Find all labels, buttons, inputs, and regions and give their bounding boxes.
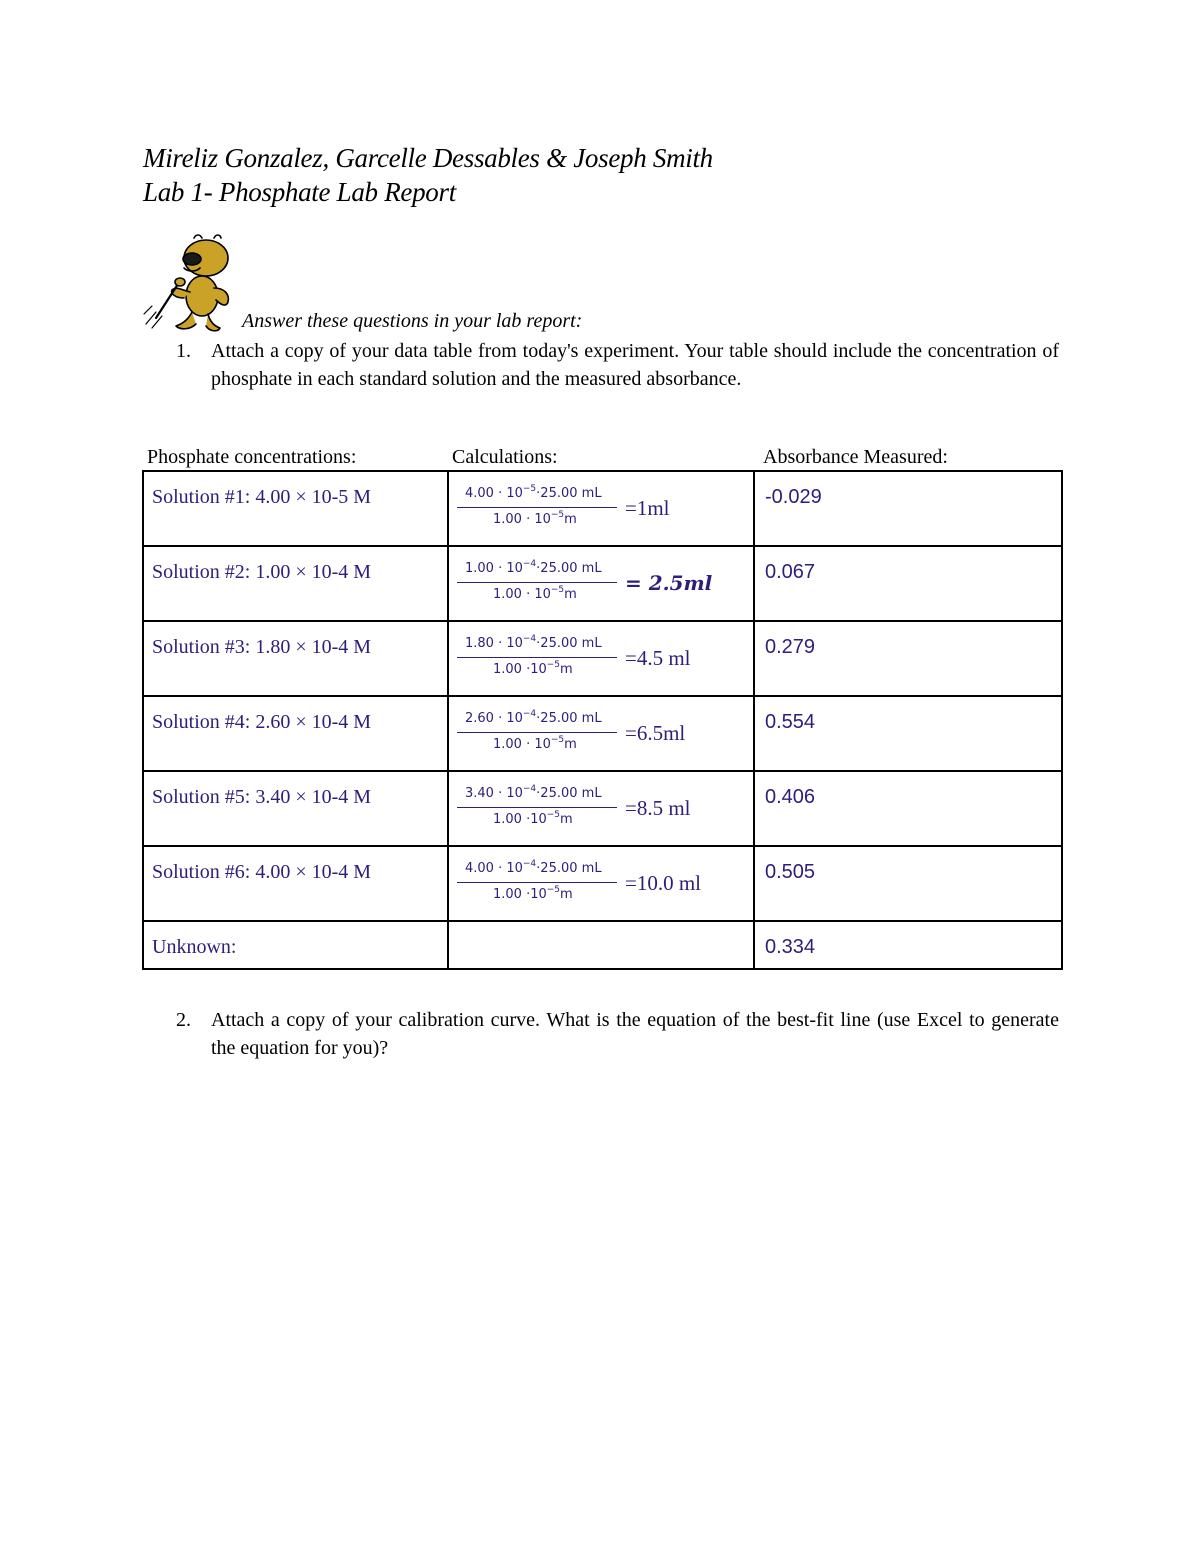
table-row [143,546,1062,621]
fraction-numerator: $1.80 \cdot 10^{-4}\cdot 25.00$ mL [465,634,602,651]
fraction-numerator: $1.00 \cdot 10^{-4}\cdot 25.00$ mL [465,559,602,576]
absorbance-cell [754,546,1062,621]
question-1-number: 1. [176,340,191,362]
unknown-absorbance-value: 0.334 [765,936,816,958]
table-row [143,771,1062,846]
fraction-bar [457,732,617,733]
table-row [143,696,1062,771]
absorbance-value: 0.505 [765,861,816,883]
absorbance-cell [754,471,1062,546]
report-title: Lab 1- Phosphate Lab Report [143,177,456,207]
solution-label: Solution #6: 4.00 × 10-4 M [152,861,372,883]
absorbance-cell [754,846,1062,921]
question-1-text: Attach a copy of your data table from today's experiment. Your table should include the concentration of phosphate in each standard solution and the measured absorbance. [211,340,1059,390]
calculation-cell [448,621,754,696]
calculation-fraction [457,861,617,905]
fraction-denominator: $1.00 \cdot 10^{-5}m$ [493,810,573,827]
calculation-result: =6.5ml [625,721,686,745]
unknown-calculation-cell [448,921,754,969]
calculation-fraction [457,486,617,530]
fraction-numerator: $4.00 \cdot 10^{-4}\cdot 25.00$ mL [465,859,602,876]
calculation-result: =1ml [625,496,670,520]
question-2-text: Attach a copy of your calibration curve. What is the equation of the best-fit line (use Excel to generate the equation for you)? [211,1009,1059,1059]
table-row-unknown [143,921,1062,969]
calculation-cell [448,771,754,846]
table-row [143,471,1062,546]
calculation-result: =4.5 ml [625,646,691,670]
fraction-bar [457,507,617,508]
fraction-bar [457,882,617,883]
absorbance-value: 0.279 [765,636,816,658]
calculation-cell [448,846,754,921]
table-row [143,621,1062,696]
data-table [142,470,1063,970]
header-absorbance-measured: Absorbance Measured: [763,446,948,468]
calculation-result: =10.0 ml [625,871,702,895]
solution-cell [143,621,448,696]
calculation-fraction [457,786,617,830]
unknown-label: Unknown: [152,936,237,958]
unknown-cell [143,921,448,969]
solution-cell [143,471,448,546]
calculation-fraction [457,561,617,605]
solution-label: Solution #4: 2.60 × 10-4 M [152,711,372,733]
absorbance-value: -0.029 [765,486,822,508]
header-phosphate-concentrations: Phosphate concentrations: [147,446,357,468]
absorbance-cell [754,621,1062,696]
fraction-denominator: $1.00 \cdot 10^{-5}m$ [493,660,573,677]
calculation-result: = 2.5ml [625,571,713,595]
solution-label: Solution #5: 3.40 × 10-4 M [152,786,372,808]
calculation-cell [448,471,754,546]
fraction-denominator: $1.00 \cdot 10^{-5}m$ [493,885,573,902]
fraction-denominator: $1.00 \cdot 10^{-5}m$ [493,585,577,602]
solution-label: Solution #2: 1.00 × 10-4 M [152,561,372,583]
solution-label: Solution #3: 1.80 × 10-4 M [152,636,372,658]
solution-cell [143,771,448,846]
solution-cell [143,546,448,621]
instructions-prompt: Answer these questions in your lab report: [242,310,583,332]
fraction-numerator: $3.40 \cdot 10^{-4}\cdot 25.00$ mL [465,784,602,801]
absorbance-value: 0.554 [765,711,816,733]
solution-cell [143,846,448,921]
fraction-bar [457,582,617,583]
fraction-denominator: $1.00 \cdot 10^{-5}m$ [493,735,577,752]
absorbance-value: 0.067 [765,561,816,583]
calculation-fraction [457,636,617,680]
calculation-cell [448,696,754,771]
fraction-denominator: $1.00 \cdot 10^{-5}m$ [493,510,577,527]
ant-mascot-icon [140,232,242,334]
unknown-absorbance-cell [754,921,1062,969]
calculation-cell [448,546,754,621]
question-2-number: 2. [176,1009,191,1031]
header-calculations: Calculations: [452,446,558,468]
absorbance-value: 0.406 [765,786,816,808]
fraction-numerator: $4.00 \cdot 10^{-5}\cdot 25.00$ mL [465,484,602,501]
table-row [143,846,1062,921]
solution-cell [143,696,448,771]
absorbance-cell [754,771,1062,846]
calculation-fraction [457,711,617,755]
fraction-bar [457,807,617,808]
fraction-bar [457,657,617,658]
absorbance-cell [754,696,1062,771]
fraction-numerator: $2.60 \cdot 10^{-4}\cdot 25.00$ mL [465,709,602,726]
calculation-result: =8.5 ml [625,796,691,820]
author-names: Mireliz Gonzalez, Garcelle Dessables & Joseph Smith [143,143,713,173]
solution-label: Solution #1: 4.00 × 10-5 M [152,486,372,508]
